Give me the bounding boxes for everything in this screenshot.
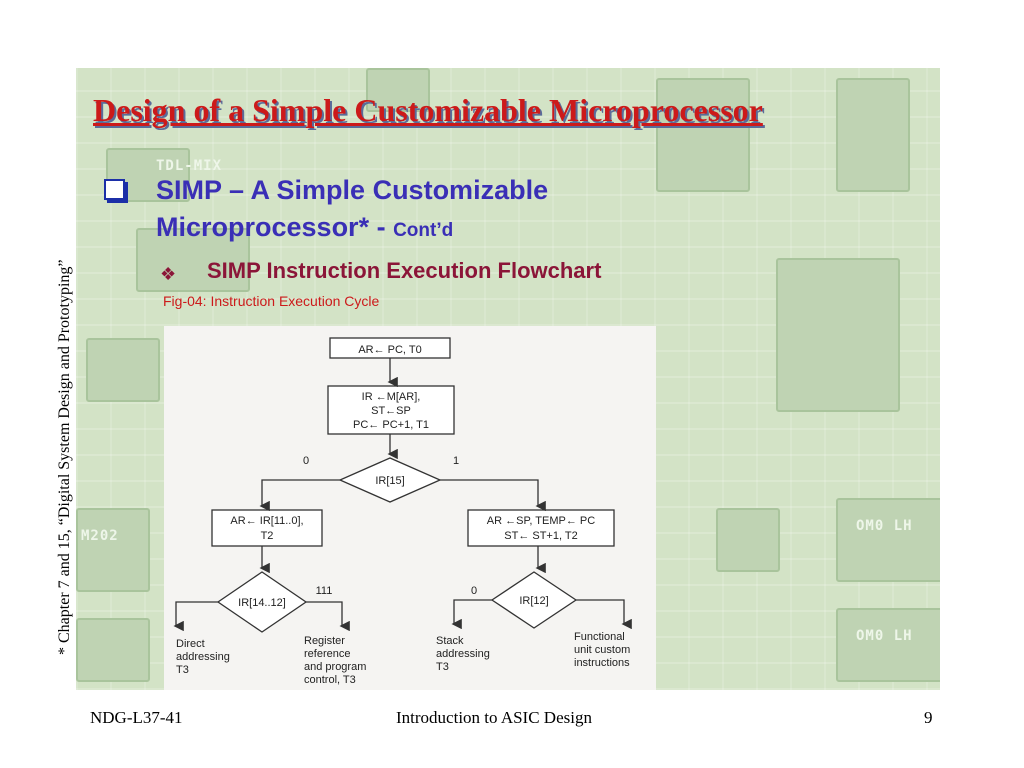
chip-decoration xyxy=(76,508,150,592)
fc-out-direct-line1: Direct xyxy=(176,638,205,650)
chip-decoration xyxy=(716,508,780,572)
fc-out-direct-line2: addressing xyxy=(176,651,230,663)
fc-decision-left-text: IR[14..12] xyxy=(238,597,286,609)
slide-title: Design of a Simple Customizable Microprocessor xyxy=(93,92,763,128)
fc-out-functional-line1: Functional xyxy=(574,631,625,643)
square-bullet-icon xyxy=(104,172,138,206)
fc-label-0b: 0 xyxy=(470,585,478,597)
arrow-edge xyxy=(576,600,624,624)
sub-bullet-heading: SIMP Instruction Execution Flowchart xyxy=(207,258,602,283)
fc-decision-right-text: IR[12] xyxy=(519,595,549,607)
flowchart-figure xyxy=(164,326,656,690)
bullet-heading-suffix: Cont’d xyxy=(393,220,454,241)
arrow-edge xyxy=(176,602,218,626)
figure-caption: Fig-04: Instruction Execution Cycle xyxy=(163,293,380,309)
fc-out-stack-line2: addressing xyxy=(436,648,490,660)
fc-label-111: 111 xyxy=(315,585,333,597)
chip-marking: M202 xyxy=(81,528,119,544)
page-number: 9 xyxy=(924,708,933,727)
arrow-edge xyxy=(262,480,340,506)
fc-out-stack-line1: Stack xyxy=(436,635,464,647)
footer-left: NDG-L37-41 xyxy=(90,708,183,727)
arrow-edge xyxy=(454,600,492,624)
fc-out-register-line3: and program xyxy=(304,661,367,673)
fc-out-stack-line3: T3 xyxy=(436,661,449,673)
fc-out-direct-line3: T3 xyxy=(176,664,189,676)
bullet-heading-line1: SIMP – A Simple Customizable xyxy=(156,175,549,205)
fc-label-0: 0 xyxy=(302,455,310,467)
bullet-heading xyxy=(156,172,676,249)
fc-out-register-line4: control, T3 xyxy=(304,674,356,686)
side-reference-note: * Chapter 7 and 15, “Digital System Design and Prototyping” xyxy=(56,259,73,655)
chip-decoration xyxy=(836,498,940,582)
fc-right-box-line2: ST← ST+1, T2 xyxy=(504,530,578,542)
chip-decoration xyxy=(776,258,900,412)
fc-out-register-line1: Register xyxy=(304,635,345,647)
chip-marking: OM0 LH xyxy=(856,518,913,534)
fc-out-functional-line3: instructions xyxy=(574,657,630,669)
arrow-edge xyxy=(440,480,538,506)
chip-decoration xyxy=(836,78,910,192)
fc-out-register-line2: reference xyxy=(304,648,351,660)
fc-box2-line2: ST←SP xyxy=(371,405,411,417)
fc-left-box-line2: T2 xyxy=(260,530,274,542)
chip-marking: OM0 LH xyxy=(856,628,913,644)
bullet-heading-line2-text: Microprocessor* - xyxy=(156,212,394,242)
diamond-bullet-icon: ❖ xyxy=(160,264,177,284)
fc-box2-line1: IR ←M[AR], xyxy=(361,391,421,403)
bullet-heading-line2 xyxy=(156,209,676,249)
chip-marking: TDL-MIX xyxy=(156,158,223,174)
fc-right-box-line1: AR ←SP, TEMP← PC xyxy=(486,515,596,527)
fc-left-box-line1: AR← IR[11..0], xyxy=(230,515,304,527)
arrow-edge xyxy=(306,602,342,626)
fc-box1-text: AR← PC, T0 xyxy=(358,344,422,356)
footer-center: Introduction to ASIC Design xyxy=(396,708,592,727)
fc-label-1: 1 xyxy=(452,455,460,467)
chip-decoration xyxy=(76,618,150,682)
chip-decoration xyxy=(836,608,940,682)
fc-out-functional-line2: unit custom xyxy=(574,644,631,656)
flowchart-svg xyxy=(164,326,656,690)
fc-box2-line3: PC← PC+1, T1 xyxy=(353,419,429,431)
fc-decision1-text: IR[15] xyxy=(375,475,405,487)
chip-decoration xyxy=(86,338,160,402)
